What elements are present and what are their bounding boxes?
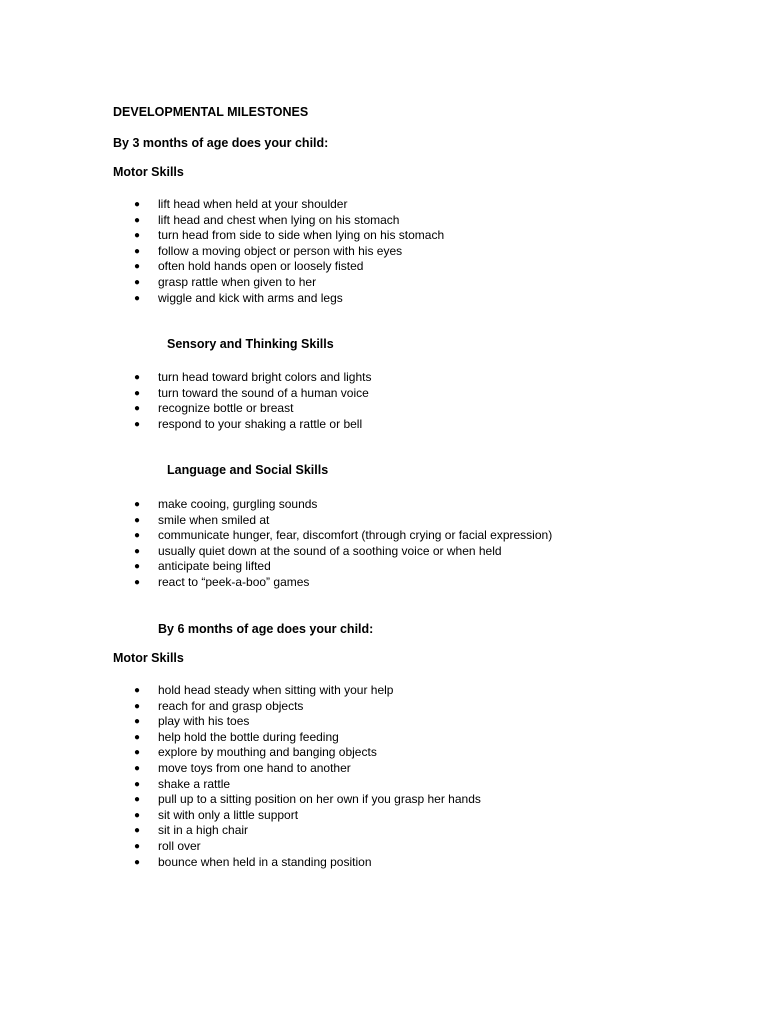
bullet-icon: ● xyxy=(134,403,141,415)
bullet-icon: ● xyxy=(134,261,141,273)
bullet-icon: ● xyxy=(134,856,141,868)
bullet-icon: ● xyxy=(134,545,141,557)
bullet-icon: ● xyxy=(134,276,141,288)
section-heading-language-social-skills: Language and Social Skills xyxy=(167,463,329,477)
age-heading-6-months: By 6 months of age does your child: xyxy=(158,622,374,636)
bullet-icon: ● xyxy=(134,530,141,542)
bullet-icon: ● xyxy=(134,561,141,573)
bullet-icon: ● xyxy=(134,747,141,759)
age-heading-3-months: By 3 months of age does your child: xyxy=(113,136,329,150)
bullet-icon: ● xyxy=(134,499,141,510)
section-heading-motor-skills-6m: Motor Skills xyxy=(113,651,184,665)
bullet-icon: ● xyxy=(134,576,141,588)
document-page: DEVELOPMENTAL MILESTONES By 3 months of age does your child: Motor Skills ● lift head when held at your shoulder ● lift head and chest when lying on his stomach ● turn head from side to side when lying on his stomach ● follow a moving object or person with his eyes ● often hold hands open or loosely fisted ● grasp rattle when given to her ● wiggle and kick with arms and legs Sensory and Thinking Skills ● turn head toward bright colors and lights ● turn toward the sound of a human voice ● recognize bottle or breast ● respond to your shaking a rattle or bell Language and Social Skills ● make cooing, gurgling sounds ● smile when smiled at ● communicate hunger, fear, discomfort (through crying or facial expression) ● usually quiet down at the sound of a soothing voice or when held ● anticipate being lifted ● react to “peek-a-boo” games By 6 months of age does your child: Motor Skills ● hold head steady when sitting with your help ● reach for and grasp objects ● play with his toes ● help hold the bottle during feeding ● explore by mouthing and banging objects ● move toys from one hand to another ● shake a rattle ● pull up to a sitting position on her own if you grasp her hands ● sit with only a little support ● sit in a high chair ● roll over ● bounce when held in a standing position xyxy=(113,105,553,869)
bullet-icon: ● xyxy=(134,514,141,526)
bullet-icon: ● xyxy=(134,794,141,806)
bullet-icon: ● xyxy=(134,825,141,837)
section-heading-sensory-thinking-skills: Sensory and Thinking Skills xyxy=(167,337,334,351)
bullet-icon: ● xyxy=(134,685,141,696)
bullet-icon: ● xyxy=(134,778,141,790)
bullet-icon: ● xyxy=(134,372,141,383)
bullet-icon: ● xyxy=(134,762,141,774)
bullet-icon: ● xyxy=(134,840,141,852)
bullet-icon: ● xyxy=(134,245,141,257)
bullet-icon: ● xyxy=(134,700,141,712)
document-title: DEVELOPMENTAL MILESTONES xyxy=(113,105,309,119)
bullet-icon: ● xyxy=(134,731,141,743)
bullet-icon: ● xyxy=(134,716,141,728)
section-heading-motor-skills-3m: Motor Skills xyxy=(113,165,184,179)
bullet-icon: ● xyxy=(134,387,141,399)
bullet-icon: ● xyxy=(134,809,141,821)
bullet-icon: ● xyxy=(134,199,141,210)
bullet-icon: ● xyxy=(134,230,141,242)
bullet-icon: ● xyxy=(134,292,141,304)
bullet-icon: ● xyxy=(134,418,141,430)
bullet-icon: ● xyxy=(134,214,141,226)
